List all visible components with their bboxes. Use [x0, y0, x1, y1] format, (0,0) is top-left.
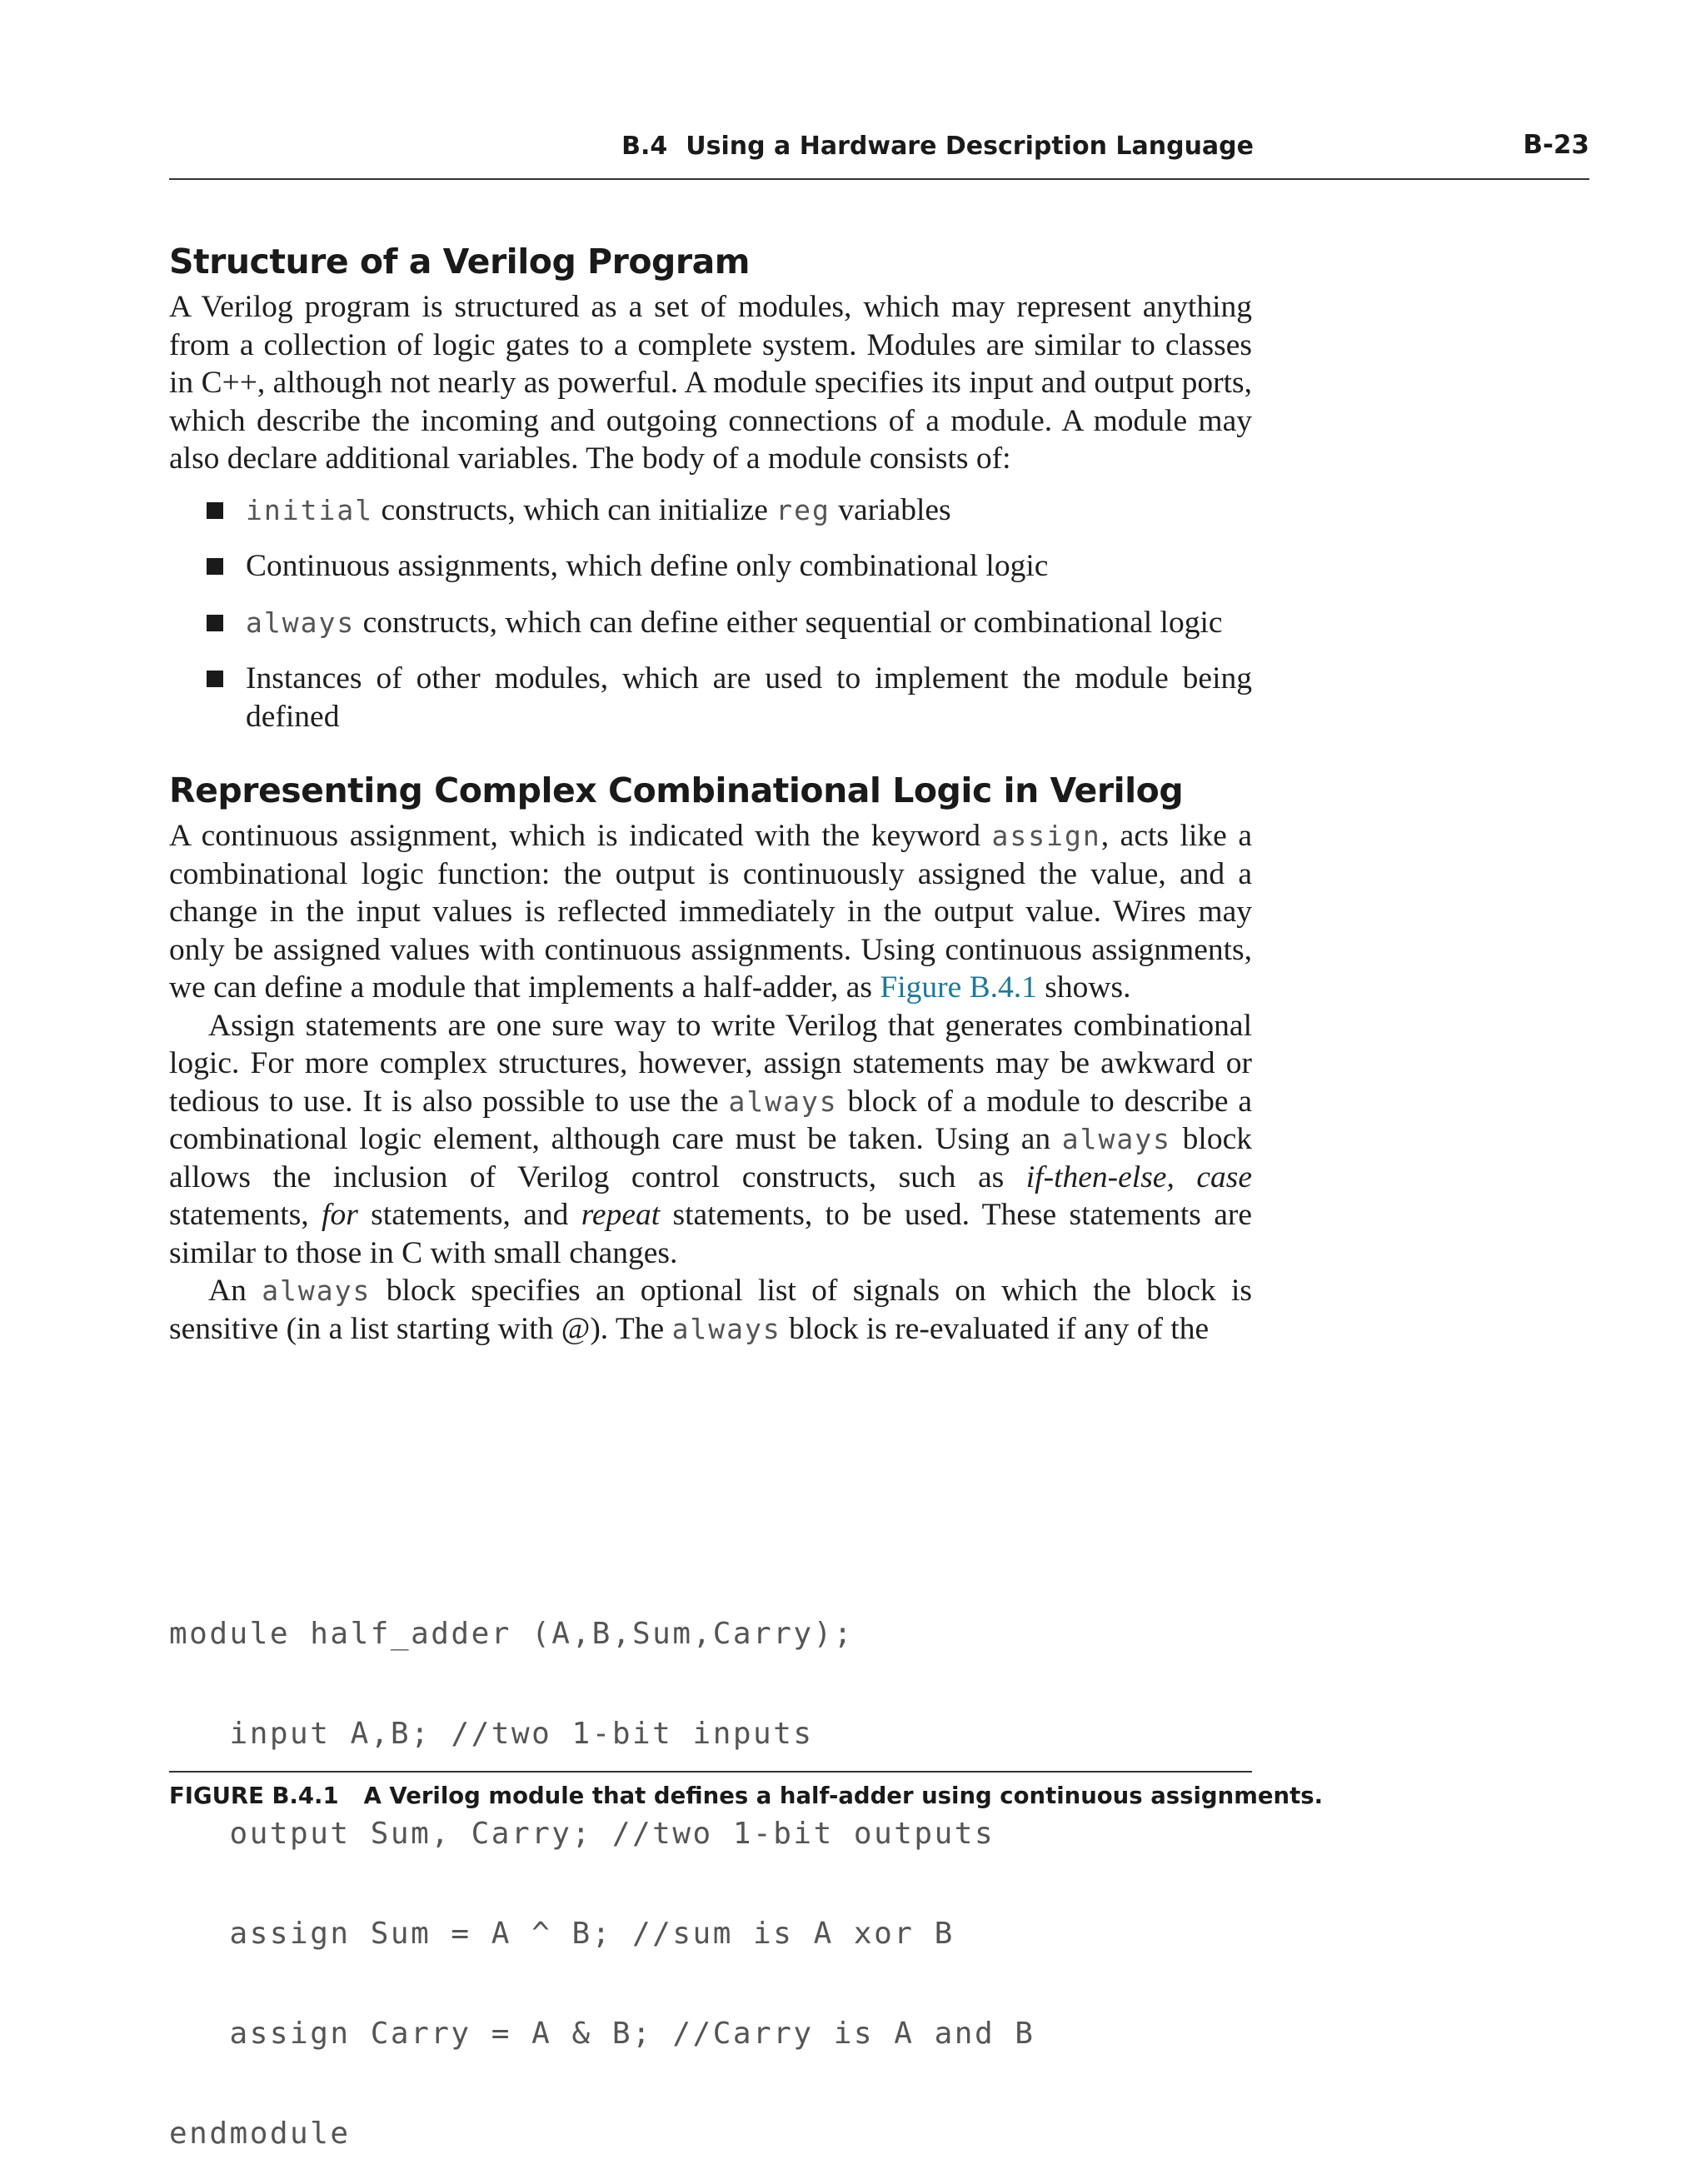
code-listing [169, 1551, 1252, 2184]
paragraph-always-block: An always block specifies an optional list of signals on which the block is sensitive (in a list starting with @). The always block is re-evaluated if any of the [169, 1274, 1252, 1346]
paragraph-structure: A Verilog program is structured as a set of modules, which may represent anything from a collection of logic gates to a complete system. Modules are similar to classes in C++, although not nearly as powerful. A module specifies its input and output ports, which describe the incoming and outgoing connections of a module. A module may also declare additional variables. The body of a module consists of: [169, 290, 1252, 476]
page-number: B-23 [1523, 130, 1589, 160]
bullet-list [169, 491, 1252, 736]
inline-code: always [728, 1085, 838, 1118]
inline-code: reg [776, 493, 831, 526]
code-line: endmodule [169, 2117, 351, 2151]
inline-code: always [246, 606, 356, 639]
figure-caption-text: A Verilog module that defines a half-adder using continuous assignments. [363, 1783, 1324, 1809]
bullet-square-icon [207, 671, 223, 687]
figure-label: FIGURE B.4.1 [169, 1783, 339, 1809]
running-header [169, 123, 1589, 180]
code-line: module half_adder (A,B,Sum,Carry); [169, 1617, 854, 1651]
code-line: assign Carry = A & B; //Carry is A and B [169, 2017, 1035, 2051]
list-item: initial constructs, which can initialize reg variables [169, 491, 1252, 530]
bullet-square-icon [207, 558, 223, 575]
list-item: Instances of other modules, which are used to implement the module being defined [169, 660, 1252, 735]
figure-divider [169, 1771, 1252, 1773]
paragraph-continuous-assignment: A continuous assignment, which is indicated with the keyword assign, acts like a combinational logic function: the output is continuously assigned the value, and a change in the input values is reflected immediately in the output value. Wires may only be assigned values with continuous assignments. Using continuous assignments, we can define a module that implements a half-adder, as Figure B.4.1 shows. [169, 819, 1252, 1005]
running-header-title [621, 132, 1254, 161]
inline-code: always [671, 1312, 781, 1345]
section-title: Using a Hardware Description Language [686, 132, 1254, 161]
section-heading-combinational: Representing Complex Combinational Logic in Verilog [169, 770, 1184, 810]
page-body [169, 242, 1252, 1348]
inline-code: always [1061, 1123, 1172, 1155]
paragraph-assign-statements: Assign statements are one sure way to write Verilog that generates combinational logic. For more complex structures, however, assign statements may be awkward or tedious to use. It is also possible to use the always block of a module to describe a combinational logic element, although care must be taken. Using an always block allows the inclusion of Verilog control constructs, such as if-then-else, case statements, for statements, and repeat statements, to be used. These statements are similar to those in C with small changes. [169, 1008, 1253, 1270]
section-number: B.4 [621, 132, 668, 161]
code-line: output Sum, Carry; //two 1-bit outputs [169, 1817, 995, 1851]
bullet-square-icon [207, 615, 223, 631]
list-item: Continuous assignments, which define only combinational logic [169, 547, 1252, 586]
code-line: input A,B; //two 1-bit inputs [169, 1717, 814, 1751]
figure-caption [169, 1783, 1323, 1809]
inline-code: initial [246, 493, 374, 526]
inline-code: always [262, 1274, 372, 1307]
figure-reference-link[interactable]: Figure B.4.1 [880, 970, 1037, 1005]
code-line: assign Sum = A ^ B; //sum is A xor B [169, 1917, 955, 1951]
section-heading-structure: Structure of a Verilog Program [169, 242, 750, 282]
list-item: always constructs, which can define either sequential or combinational logic [169, 604, 1252, 642]
inline-code: assign [991, 820, 1101, 852]
bullet-square-icon [207, 502, 223, 519]
